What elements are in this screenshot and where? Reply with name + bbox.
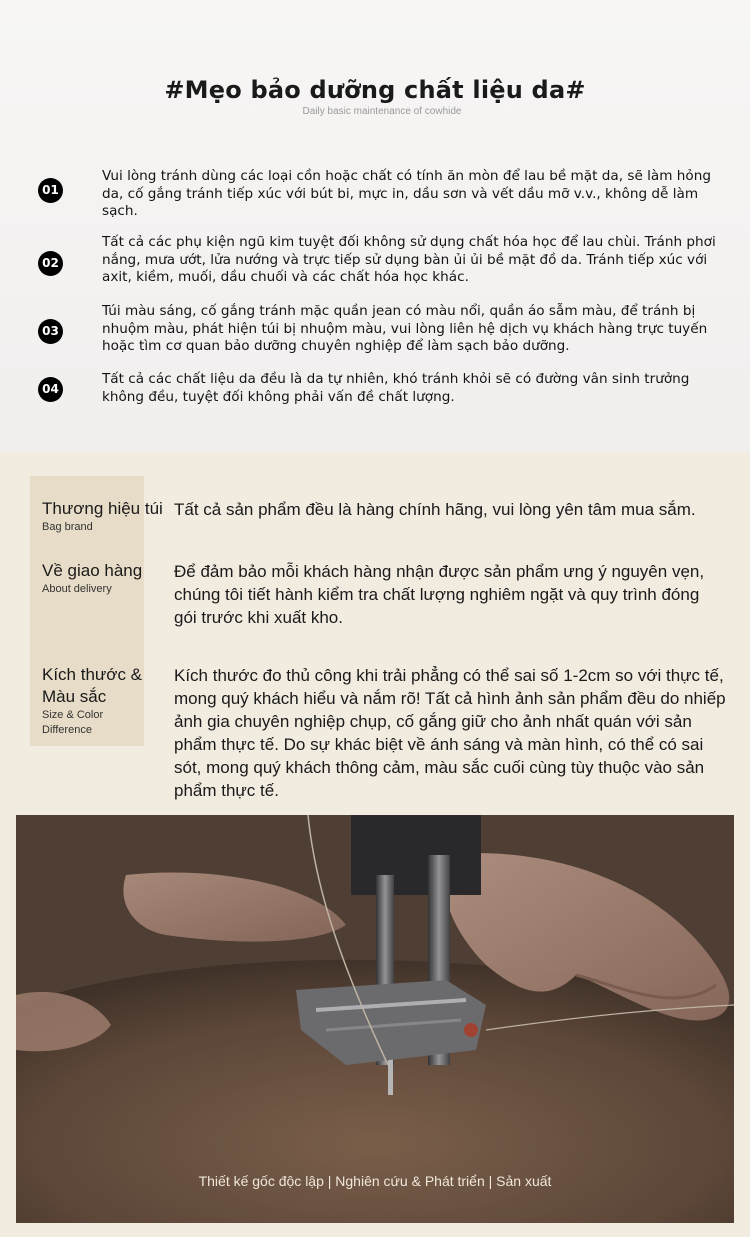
tip-text: Tất cả các phụ kiện ngũ kim tuyệt đối không sử dụng chất hóa học để lau chùi. Tránh phơi nắng, mưa ướt, lửa nướng và trực tiếp sử dụng bàn ủi ủi bề mặt đồ da. Tránh tiếp xúc với axit, kiềm, muối, dầu chuối và các chất hóa học khác. <box>102 234 716 285</box>
care-section <box>0 0 750 452</box>
tip-text: Vui lòng tránh dùng các loại cồn hoặc chất có tính ăn mòn để lau bề mặt da, sẽ làm hỏng da, cố gắng tránh tiếp xúc với bút bi, mực in, dầu sơn và vết dầu mỡ v.v., không dễ làm sạch. <box>102 168 711 219</box>
info-sublabel-brand: Bag brand <box>42 521 93 533</box>
info-label-delivery: Về giao hàng <box>42 561 143 580</box>
sewing-machine-photo <box>16 815 734 1223</box>
tip-number-badge: 03 <box>38 319 63 344</box>
tip-number-badge: 04 <box>38 377 63 402</box>
info-sublabel-delivery: About delivery <box>42 583 112 595</box>
photo-caption: Thiết kế gốc độc lập | Nghiên cứu & Phát triển | Sản xuất <box>198 1173 552 1189</box>
info-sublabel-size-color: Size & Color Difference <box>42 709 104 736</box>
info-text-brand: Tất cả sản phẩm đều là hàng chính hãng, vui lòng yên tâm mua sắm. <box>174 500 696 519</box>
care-subtitle: Daily basic maintenance of cowhide <box>302 106 462 117</box>
tip-number-badge: 02 <box>38 251 63 276</box>
tip-text: Tất cả các chất liệu da đều là da tự nhiên, khó tránh khỏi sẽ có đường vân sinh trưởng không đều, tuyệt đối không phải vấn đề chất lượng. <box>102 371 690 405</box>
info-label-size-color: Kích thước & Màu sắc <box>42 665 143 706</box>
tip-number-badge: 01 <box>38 178 63 203</box>
product-info-section <box>0 452 750 815</box>
tip-text: Túi màu sáng, cố gắng tránh mặc quần jean có màu nổi, quần áo sẫm màu, để tránh bị nhuộm màu, phát hiện túi bị nhuộm màu, vui lòng liên hệ dịch vụ khách hàng trực tuyến hoặc tìm cơ quan bảo dưỡng chuyên nghiệp để làm sạch bảo dưỡng. <box>102 303 708 354</box>
care-title: #Mẹo bảo dưỡng chất liệu da# <box>164 76 586 104</box>
info-text-delivery: Để đảm bảo mỗi khách hàng nhận được sản phẩm ưng ý nguyên vẹn, chúng tôi tiết hành kiểm tra chất lượng nghiêm ngặt và quy trình đóng gói trước khi xuất kho. <box>174 562 705 627</box>
sewing-illustration <box>16 815 734 1223</box>
info-label-brand: Thương hiệu túi <box>42 499 163 518</box>
info-text-size-color: Kích thước đo thủ công khi trải phẳng có thể sai số 1-2cm so với thực tế, mong quý khách hiểu và nắm rõ! Tất cả hình ảnh sản phẩm đều do nhiếp ảnh gia chuyên nghiệp chụp, cố gắng giữ cho ảnh nhất quán với sản phẩm thực tế. Do sự khác biệt về ánh sáng và màn hình, có thể có sai sót, mong quý khách thông cảm, màu sắc cuối cùng tùy thuộc vào sản phẩm thực tế. <box>174 666 726 800</box>
